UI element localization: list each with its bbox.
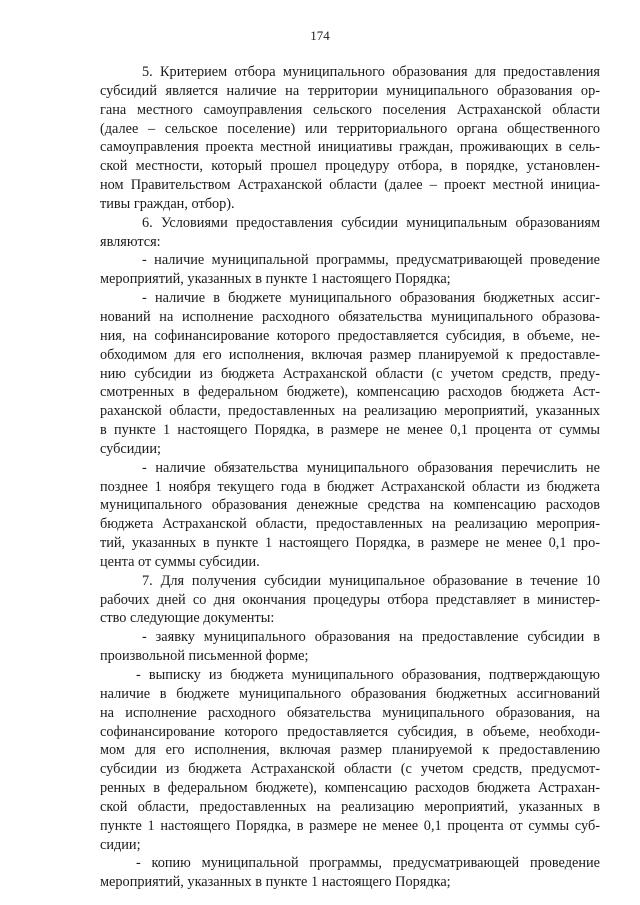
text-line: гана местного самоуправления сельского поселения Астраханской области <box>100 101 600 118</box>
text-line: 6. Условиями предоставления субсидии муниципальным образованиям <box>142 214 600 231</box>
text-line: - наличие обязательства муниципального образования перечислить не <box>142 459 600 476</box>
text-line: произвольной письменной форме; <box>100 648 309 665</box>
text-line: являются: <box>100 233 161 250</box>
text-line: нию субсидии из бюджета Астраханской области (с учетом средств, преду- <box>100 365 600 382</box>
text-line: смотренных в федеральном бюджете), компенсацию расходов бюджета Аст- <box>100 384 600 401</box>
text-line: 5. Критерием отбора муниципального образования для предоставления <box>142 64 600 80</box>
text-line: субсидии; <box>100 440 161 457</box>
text-line: (далее – сельское поселение) или территориального органа общественного <box>100 120 600 137</box>
text-line: 7. Для получения субсидии муниципальное образование в течение 10 <box>142 572 600 589</box>
text-line: цента от суммы субсидии. <box>100 553 260 570</box>
text-line: позднее 1 ноября текущего года в бюджет Астраханской области из бюджета <box>100 478 600 495</box>
text-line: ской местности, который прошел процедуру отбора, в порядке, установлен- <box>100 158 600 175</box>
document-body <box>100 63 600 892</box>
text-line: ном Правительством Астраханской области (далее – проект местной инициа- <box>100 177 600 194</box>
text-line: субсидий является наличие на территории муниципального образования ор- <box>100 82 600 99</box>
text-line: тивы граждан, отбор). <box>100 195 235 212</box>
text-line: в пункте 1 настоящего Порядка, в размере не менее 0,1 процента от суммы <box>100 422 600 439</box>
text-line: наличие в бюджете муниципального образования бюджетных ассигнований <box>100 685 600 702</box>
text-line: ренных в федеральном бюджете), компенсацию расходов бюджета Астрахан- <box>100 780 600 797</box>
text-line: софинансирование которого предоставляется субсидия, в объеме, необходи- <box>100 723 600 740</box>
text-line: ния, на софинансирование которого предоставляется субсидия, в объеме, не- <box>100 327 600 344</box>
text-line: мероприятий, указанных в пункте 1 настоящего Порядка; <box>100 874 451 891</box>
text-line: - наличие в бюджете муниципального образования бюджетных ассиг- <box>142 290 600 307</box>
text-line: нований на исполнение расходного обязательства муниципального образова- <box>100 308 600 325</box>
text-line: - выписку из бюджета муниципального образования, подтверждающую <box>136 667 600 683</box>
text-line: - наличие муниципальной программы, предусматривающей проведение <box>142 252 600 269</box>
text-line: муниципального образования денежные средства на компенсацию расходов <box>100 497 600 514</box>
text-line: субсидии из бюджета Астраханской области (с учетом средств, предусмот- <box>100 761 600 778</box>
text-line: сидии; <box>100 836 141 853</box>
page-number: 174 <box>310 28 330 43</box>
text-line: ство следующие документы: <box>100 610 275 627</box>
text-line: обходимом для его исполнения, включая размер планируемой к предоставле- <box>100 346 600 363</box>
text-line: мероприятий, указанных в пункте 1 настоящего Порядка; <box>100 271 451 288</box>
text-line: - заявку муниципального образования на предоставление субсидии в <box>142 629 600 646</box>
text-line: бюджета Астраханской области, предоставленных на реализацию мероприя- <box>100 516 600 533</box>
text-line: - копию муниципальной программы, предусматривающей проведение <box>136 855 600 872</box>
text-line: пункте 1 настоящего Порядка, в размере не менее 0,1 процента от суммы суб- <box>100 817 600 834</box>
text-line: рабочих дней со дня окончания процедуры отбора представляет в министер- <box>100 591 600 608</box>
text-line: на исполнение расходного обязательства муниципального образования, на <box>100 704 600 721</box>
text-line: мом для его исполнения, включая размер планируемой к предоставлению <box>100 742 600 759</box>
text-line: ской области, предоставленных на реализацию мероприятий, указанных в <box>100 798 600 815</box>
text-line: раханской области, предоставленных на реализацию мероприятий, указанных <box>100 403 600 420</box>
text-line: тий, указанных в пункте 1 настоящего Порядка, в размере не менее 0,1 про- <box>100 535 600 552</box>
text-line: самоуправления проекта местной инициативы граждан, проживающих в сель- <box>100 139 600 156</box>
